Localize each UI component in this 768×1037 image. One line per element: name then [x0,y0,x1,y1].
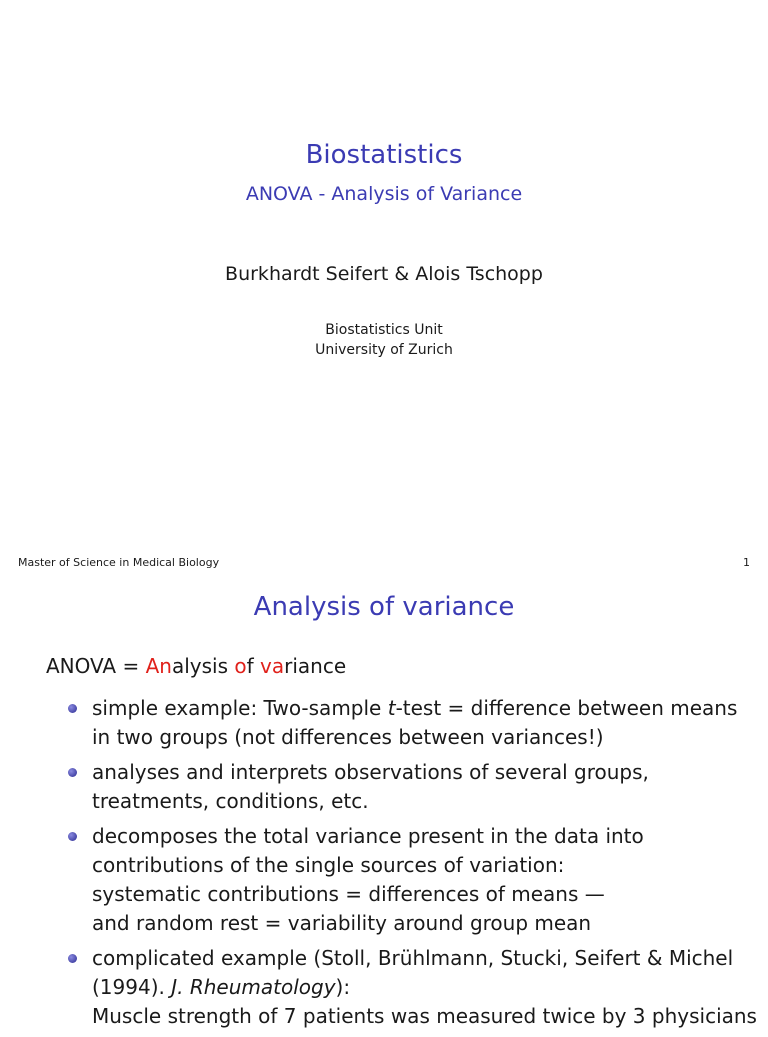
bullet-line [92,694,738,723]
slide-title: Biostatistics [305,140,463,170]
bullet-text: (1994). [92,975,172,999]
bullet-item [64,944,757,1031]
page-number: 1 [743,556,750,569]
content-slide [0,582,768,1028]
highlight-o: o [234,654,247,678]
bullet-list [64,694,757,1037]
bullet-line: decomposes the total variance present in the data into [92,824,644,848]
bullet-item [64,758,734,816]
institution-unit: Biostatistics Unit [325,322,443,338]
bullet-line: and random rest = variability around group mean [92,911,592,935]
anova-prefix: ANOVA = [46,654,146,678]
slide-subtitle: ANOVA - Analysis of Variance [245,183,523,205]
bullet-icon [68,954,77,963]
bullet-line: treatments, conditions, etc. [92,789,369,813]
bullet-italic: t [387,696,396,720]
bullet-icon [68,768,77,777]
institution-university: University of Zurich [315,342,453,358]
bullet-icon [68,832,77,841]
bullet-line: Muscle strength of 7 patients was measured twice by 3 physicians [92,1004,757,1028]
bullet-line [92,973,734,1002]
text-riance: riance [284,654,347,678]
bullet-line: contributions of the single sources of variation: [92,853,565,877]
bullet-text: simple example: Two-sample [92,696,388,720]
journal-italic: J. Rheumatology [171,975,336,999]
text-alysis: alysis [171,654,235,678]
authors: Burkhardt Seifert & Alois Tschopp [225,263,543,285]
highlight-va: va [260,654,285,678]
text-f: f [246,654,261,678]
bullet-line: analyses and interprets observations of several groups, [92,760,649,784]
bullet-text: -test = difference between means [395,696,738,720]
anova-definition [46,654,346,678]
bullet-line: complicated example (Stoll, Brühlmann, Stucki, Seifert & Michel [92,946,734,970]
bullet-item [64,822,734,938]
bullet-text: ): [335,975,351,999]
bullet-line: systematic contributions = differences of means — [92,882,605,906]
bullet-icon [68,704,77,713]
slide-heading: Analysis of variance [253,592,515,622]
highlight-an: An [145,654,172,678]
footer-course: Master of Science in Medical Biology [18,556,220,569]
bullet-line: in two groups (not differences between variances!) [92,725,604,749]
bullet-item [64,694,738,752]
